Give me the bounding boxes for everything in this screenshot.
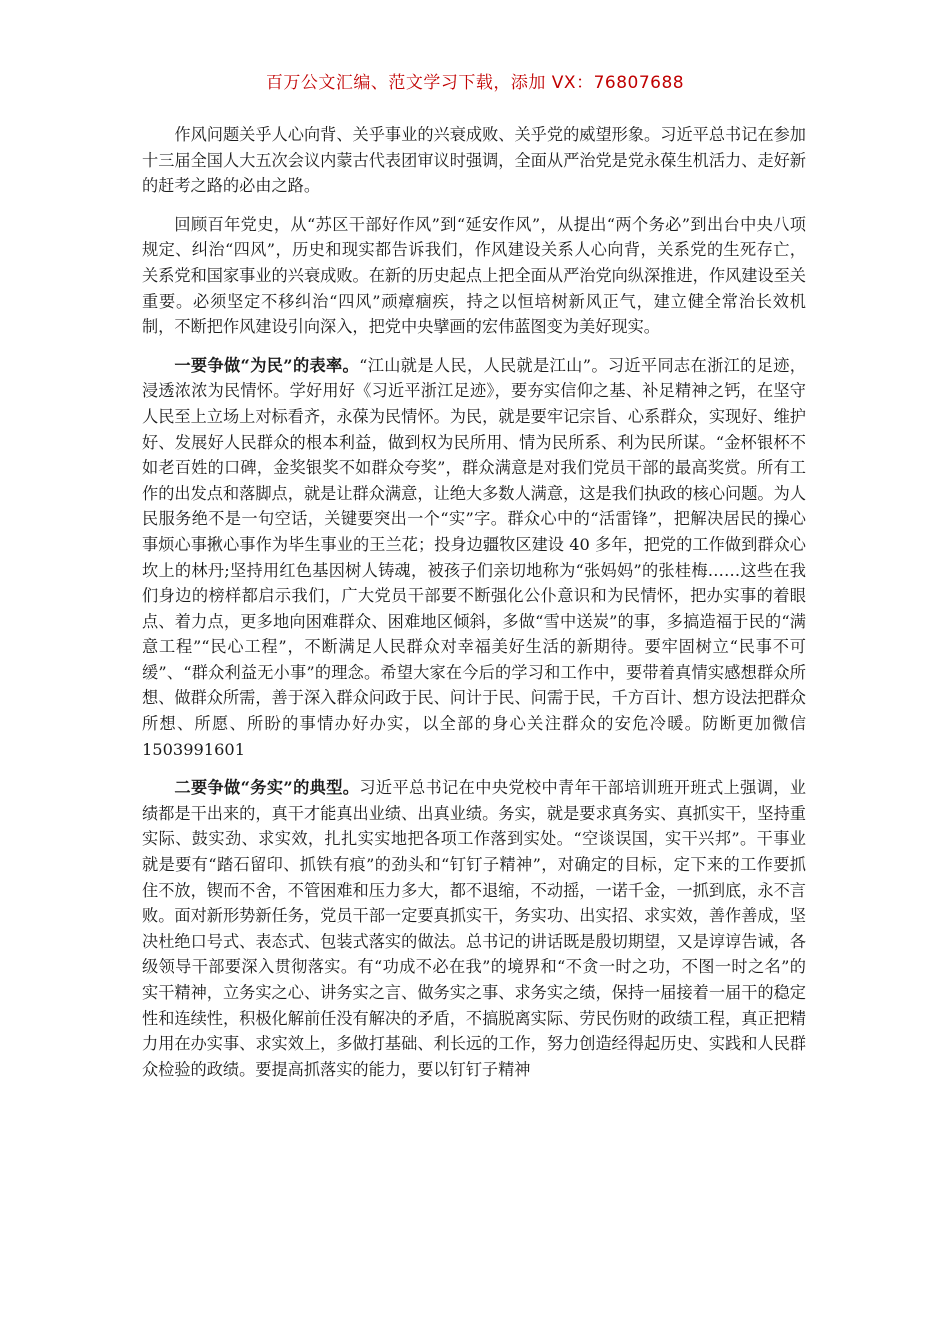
paragraph-history xyxy=(142,212,806,340)
paragraph-text: 作风问题关乎人心向背、关乎事业的兴衰成败、关乎党的威望形象。习近平总书记在参加十三届全国人大五次会议内蒙古代表团审议时强调，全面从严治党是党永葆生机活力、走好新的赶考之路的必由之路。 xyxy=(142,125,806,196)
paragraph-pragmatic xyxy=(142,775,806,1082)
paragraph-lead-heading: 二要争做“务实”的典型。 xyxy=(174,778,360,798)
paragraph-text: 回顾百年党史，从“苏区干部好作风”到“延安作风”，从提出“两个务必”到出台中央八项规定、纠治“四风”，历史和现实都告诉我们，作风建设关系人心向背，关系党的生死存亡，关系党和国家事业的兴衰成败。在新的历史起点上把全面从严治党向纵深推进，作风建设至关重要。必须坚定不移纠治“四风”顽瘴痼疾，持之以恒培树新风正气，建立健全常治长效机制，不断把作风建设引向深入，把党中央擘画的宏伟蓝图变为美好现实。 xyxy=(142,214,806,337)
paragraph-lead-heading: 一要争做“为民”的表率。 xyxy=(174,355,360,375)
paragraph-for-people xyxy=(142,353,806,763)
paragraph-text: 习近平总书记在中央党校中青年干部培训班开班式上强调，业绩都是干出来的，真干才能真出业绩、出真业绩。务实，就是要求真务实、真抓实干，坚持重实际、鼓实劲、求实效，扎扎实实地把各项工作落到实处。“空谈误国，实干兴邦”。干事业就是要有“踏石留印、抓铁有痕”的劲头和“钉钉子精神”，对确定的目标，定下来的工作要抓住不放，锲而不舍，不管困难和压力多大，都不退缩，不动摇，一诺千金，一抓到底，永不言败。面对新形势新任务，党员干部一定要真抓实干，务实功、出实招、求实效，善作善成，坚决杜绝口号式、表态式、包装式落实的做法。总书记的讲话既是殷切期望，又是谆谆告诫，各级领导干部要深入贯彻落实。有“功成不必在我”的境界和“不贪一时之功，不图一时之名”的实干精神，立务实之心、讲务实之言、做务实之事、求务实之绩，保持一届接着一届干的稳定性和连续性，积极化解前任没有解决的矛盾，不搞脱离实际、劳民伤财的政绩工程，真正把精力用在办实事、求实效上，多做打基础、利长远的工作，努力创造经得起历史、实践和人民群众检验的政绩。要提高抓落实的能力，要以钉钉子精神 xyxy=(142,778,806,1079)
document-body xyxy=(142,122,806,1095)
paragraph-text: “江山就是人民，人民就是江山”。习近平同志在浙江的足迹，浸透浓浓为民情怀。学好用好《习近平浙江足迹》，要夯实信仰之基、补足精神之钙，在坚守人民至上立场上对标看齐，永葆为民情怀。为民，就是要牢记宗旨、心系群众，实现好、维护好、发展好人民群众的根本利益，做到权为民所用、情为民所系、利为民所谋。“金杯银杯不如老百姓的口碑，金奖银奖不如群众夸奖”，群众满意是对我们党员干部的最高奖赏。所有工作的出发点和落脚点，就是让群众满意，让绝大多数人满意，这是我们执政的核心问题。为人民服务绝不是一句空话，关键要突出一个“实”字。群众心中的“活雷锋”，把解决居民的操心事烦心事揪心事作为毕生事业的王兰花；投身边疆牧区建设 40 多年，把党的工作做到群众心坎上的林丹;坚持用红色基因树人铸魂，被孩子们亲切地称为“张妈妈”的张桂梅……这些在我们身边的榜样都启示我们，广大党员干部要不断强化公仆意识和为民情怀，把办实事的着眼点、着力点，更多地向困难群众、困难地区倾斜，多做“雪中送炭”的事，多搞造福于民的“满意工程”“民心工程”，不断满足人民群众对幸福美好生活的新期待。要牢固树立“民事不可缓”、“群众利益无小事”的理念。希望大家在今后的学习和工作中，要带着真情实感想群众所想、做群众所需，善于深入群众问政于民、问计于民、问需于民，千方百计、想方设法把群众所想、所愿、所盼的事情办好办实，以全部的身心关注群众的安危冷暖。防断更加微信 1503991601 xyxy=(142,355,806,759)
paragraph-intro xyxy=(142,122,806,199)
header-watermark-text: 百万公文汇编、范文学习下载，添加 VX：76807688 xyxy=(265,73,685,93)
